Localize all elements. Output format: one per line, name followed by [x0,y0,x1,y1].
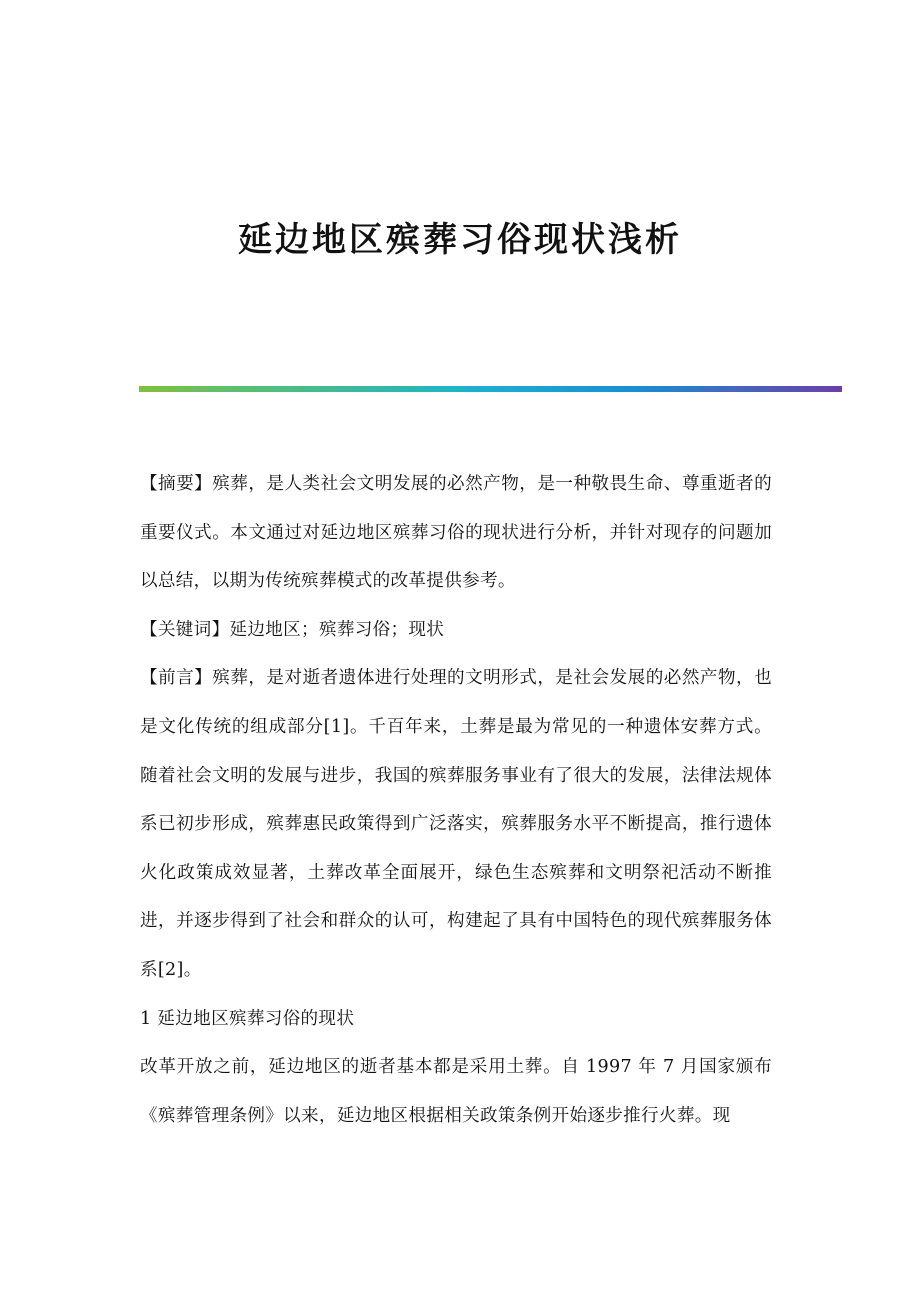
section-heading: 1 延边地区殡葬习俗的现状 [140,1008,355,1029]
title-divider [139,386,842,392]
document-title: 延边地区殡葬习俗现状浅析 [238,220,682,260]
preface-paragraph: 【前言】殡葬，是对逝者遗体进行处理的文明形式，是社会发展的必然产物，也是文化传统的组成部分[1]。千百年来，土葬是最为常见的一种遗体安葬方式。随着社会文明的发展与进步，我国的殡葬服务事业有了很大的发展，法律法规体系已初步形成，殡葬惠民政策得到广泛落实，殡葬服务水平不断提高，推行遗体火化政策成效显著，土葬改革全面展开，绿色生态殡葬和文明祭祀活动不断推进，并逐步得到了社会和群众的认可，构建起了具有中国特色的现代殡葬服务体系[2]。 [140,668,772,980]
keywords-paragraph: 【关键词】延边地区；殡葬习俗；现状 [140,619,445,640]
abstract-paragraph: 【摘要】殡葬，是人类社会文明发展的必然产物，是一种敬畏生命、尊重逝者的重要仪式。本文通过对延边地区殡葬习俗的现状进行分析，并针对现存的问题加以总结，以期为传统殡葬模式的改革提供参考。 [140,474,772,592]
document-body [140,460,772,1140]
section-paragraph: 改革开放之前，延边地区的逝者基本都是采用土葬。自 1997 年 7 月国家颁布《殡葬管理条例》以来，延边地区根据相关政策条例开始逐步推行火葬。现 [140,1057,772,1126]
